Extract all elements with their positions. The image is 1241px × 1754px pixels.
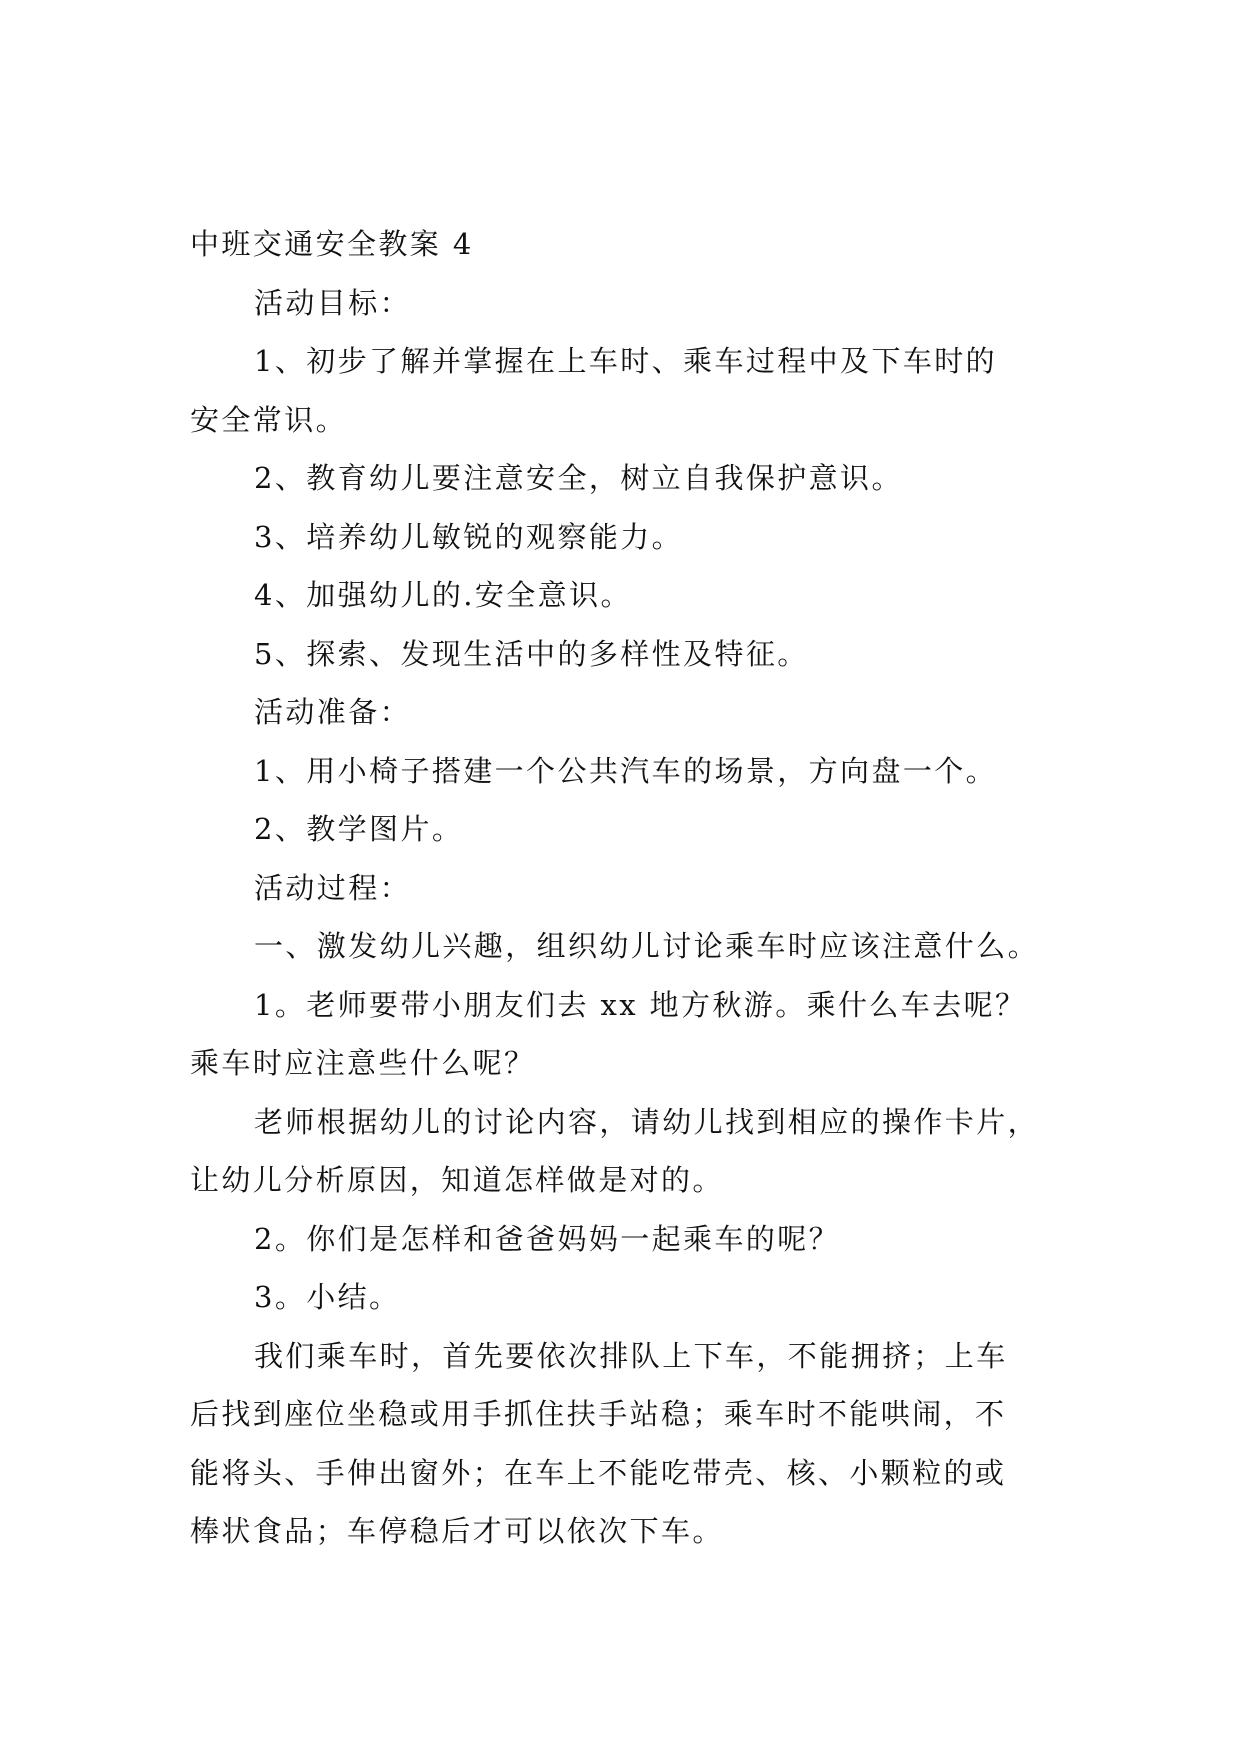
document-line: 2。你们是怎样和爸爸妈妈一起乘车的呢？ xyxy=(254,1221,841,1256)
document-line: 我们乘车时，首先要依次排队上下车，不能拥挤；上车 xyxy=(254,1338,1008,1373)
document-title: 中班交通安全教案 4 xyxy=(190,227,474,261)
document-page xyxy=(190,215,1050,1561)
document-line: 4、加强幼儿的.安全意识。 xyxy=(254,578,632,612)
document-line: 3、培养幼儿敏锐的观察能力。 xyxy=(254,519,684,554)
document-line: 5、探索、发现生活中的多样性及特征。 xyxy=(254,636,809,671)
document-line: 棒状食品；车停稳后才可以依次下车。 xyxy=(190,1514,724,1548)
document-body xyxy=(190,274,1050,1561)
document-line: 1、初步了解并掌握在上车时、乘车过程中及下车时的 xyxy=(254,344,998,378)
document-line: 乘车时应注意些什么呢？ xyxy=(190,1046,536,1080)
document-line: 一、激发幼儿兴趣，组织幼儿讨论乘车时应该注意什么。 xyxy=(254,929,1040,963)
document-line: 能将头、手伸出窗外；在车上不能吃带壳、核、小颗粒的或 xyxy=(190,1455,1007,1490)
document-line: 后找到座位坐稳或用手抓住扶手站稳；乘车时不能哄闹，不 xyxy=(190,1397,1007,1431)
document-line: 2、教育幼儿要注意安全，树立自我保护意识。 xyxy=(254,461,903,495)
document-line: 1。老师要带小朋友们去 xx 地方秋游。乘什么车去呢？ xyxy=(254,987,1027,1022)
document-line: 老师根据幼儿的讨论内容，请幼儿找到相应的操作卡片， xyxy=(254,1104,1040,1139)
document-line: 活动过程： xyxy=(254,870,412,905)
document-line: 1、用小椅子搭建一个公共汽车的场景，方向盘一个。 xyxy=(254,753,998,788)
document-line: 3。小结。 xyxy=(254,1280,401,1314)
document-line: 活动准备： xyxy=(254,695,412,729)
document-line: 2、教学图片。 xyxy=(254,812,464,846)
document-line: 安全常识。 xyxy=(190,402,348,437)
document-line: 让幼儿分析原因，知道怎样做是对的。 xyxy=(190,1163,724,1197)
document-line: 活动目标： xyxy=(254,285,412,320)
